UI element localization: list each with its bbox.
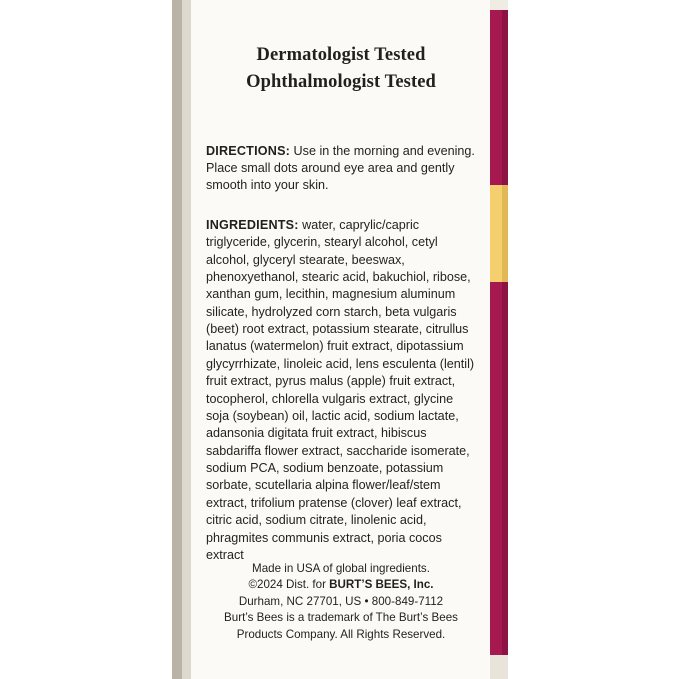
ingredients-label: INGREDIENTS: bbox=[206, 217, 299, 232]
directions-label: DIRECTIONS: bbox=[206, 143, 291, 158]
package-bottom-right-corner bbox=[490, 655, 508, 679]
footer-trademark-line-2: Products Company. All Rights Reserved. bbox=[236, 627, 446, 641]
footer-copyright-prefix: ©2024 Dist. for bbox=[248, 578, 330, 592]
footer-block bbox=[206, 561, 476, 643]
ingredients-section bbox=[206, 217, 476, 565]
package-left-edge-highlight bbox=[182, 0, 191, 679]
directions-section bbox=[206, 143, 476, 195]
ingredients-text: water, caprylic/capric triglyceride, glycerin, stearyl alcohol, cetyl alcohol, glyceryl stearate, beeswax, phenoxyethanol, stearic acid, bakuchiol, ribose, xanthan gum, lecithin, magnesium aluminum silicate, hydrolyzed corn starch, beta vulgaris (beet) root extract, potassium stearate, citrullus lanatus (watermelon) fruit extract, dipotassium glycyrrhizate, linoleic acid, lens esculenta (lentil) fruit extract, pyrus malus (apple) fruit extract, tocopherol, chlorella vulgaris extract, glycine soja (soybean) oil, lactic acid, sodium lactate, adansonia digitata fruit extract, hibiscus sabdariffa flower extract, saccharide isomerate, sodium PCA, sodium benzoate, potassium sorbate, scutellaria alpina flower/leaf/stem extract, trifolium pratense (clover) leaf extract, citric acid, sodium citrate, linolenic acid, phragmites communis extract, poria cocos extract bbox=[206, 217, 475, 562]
package-right-edge-yellow-accent-dark bbox=[502, 185, 508, 282]
package-top-right-corner bbox=[490, 0, 508, 10]
package-left-edge-shadow bbox=[172, 0, 182, 679]
package-right-edge-yellow-accent bbox=[490, 185, 502, 282]
package-text-content bbox=[200, 0, 482, 679]
footer-address-phone: Durham, NC 27701, US • 800-849-7112 bbox=[238, 594, 444, 608]
package-right-edge-magenta bbox=[490, 0, 502, 679]
footer-distributor bbox=[206, 577, 476, 593]
footer-brand-name: BURT’S BEES, Inc. bbox=[329, 578, 434, 592]
package-right-edge-magenta-dark bbox=[502, 0, 508, 679]
footer-trademark-line-1: Burt’s Bees is a trademark of The Burt’s Bees bbox=[224, 611, 458, 625]
directions-text: Use in the morning and evening. Place small dots around eye area and gently smooth into your skin. bbox=[206, 143, 475, 193]
claim-ophthalmologist-tested: Ophthalmologist Tested bbox=[246, 71, 436, 92]
claim-dermatologist-tested: Dermatologist Tested bbox=[256, 45, 426, 65]
claims-block bbox=[206, 42, 476, 96]
footer-made-in-usa: Made in USA of global ingredients. bbox=[252, 561, 430, 575]
